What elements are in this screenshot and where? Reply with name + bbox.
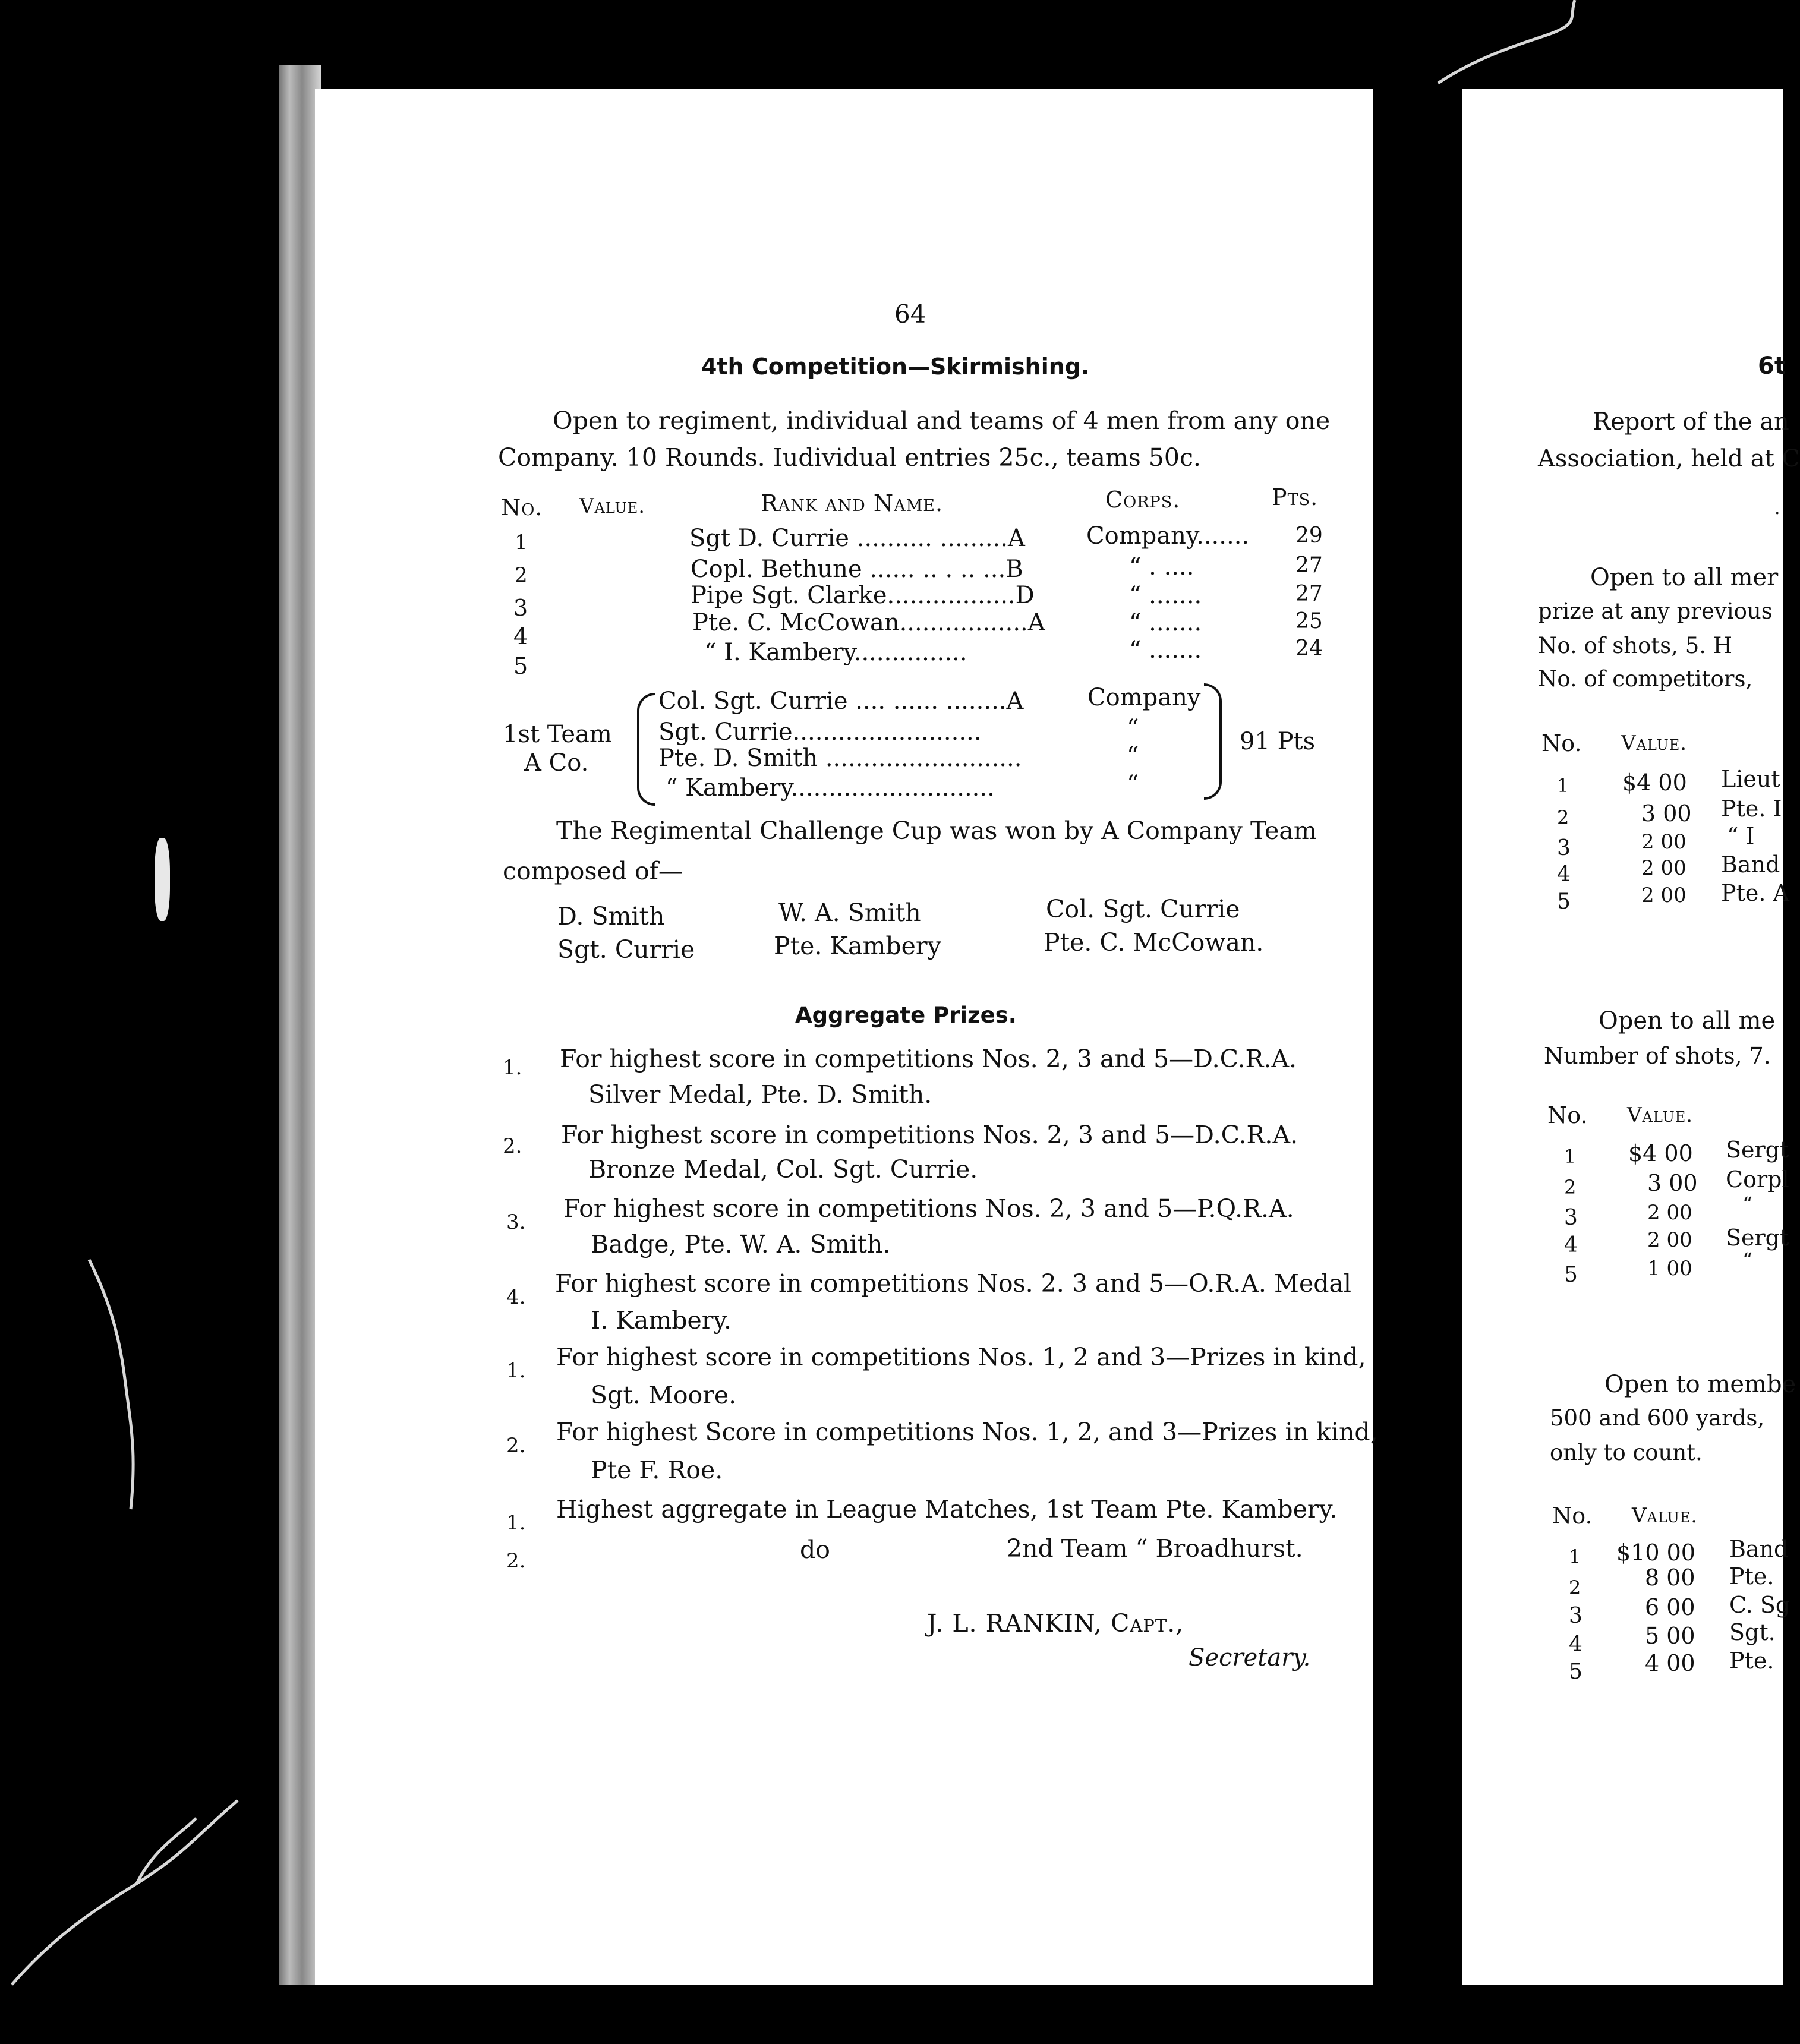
row-pts: 24	[1295, 636, 1323, 661]
intro-line-2: Company. 10 Rounds. Iudividual entries 25c., teams 50c.	[498, 443, 1201, 472]
t2-name: Sergt	[1726, 1137, 1789, 1163]
t1-value: 2 00	[1641, 830, 1686, 854]
section-1-line-3: No. of shots, 5. H	[1538, 633, 1733, 658]
prize-line: Pte F. Roe.	[591, 1456, 723, 1484]
prize-line: For highest score in competitions Nos. 2. 3 and 5—O.R.A. Medal	[555, 1269, 1352, 1298]
row-no: 5	[513, 653, 528, 679]
t2-no: 5	[1564, 1263, 1578, 1287]
prize-line: For highest score in competitions Nos. 2, 3 and 5—D.C.R.A.	[560, 1045, 1297, 1073]
t2-value: 3 00	[1647, 1170, 1698, 1196]
cup-member: Pte. C. McCowan.	[1044, 928, 1264, 957]
section-3-line-1: Open to membe	[1604, 1371, 1796, 1398]
prize-line: Sgt. Moore.	[591, 1381, 737, 1409]
row-corps: “ .......	[1129, 609, 1202, 636]
prize-line: For highest score in competitions Nos. 1, 2 and 3—Prizes in kind,	[556, 1343, 1366, 1371]
t1-no: 1	[1557, 774, 1569, 797]
prize-line: For highest score in competitions Nos. 2, 3 and 5—D.C.R.A.	[561, 1121, 1298, 1149]
section-2-line-1: Open to all me	[1599, 1007, 1776, 1034]
cup-line-2: composed of—	[503, 857, 683, 885]
t1-name: Pte. A	[1721, 880, 1789, 906]
section-1-line-4: No. of competitors,	[1538, 666, 1753, 692]
league-line: Highest aggregate in League Matches, 1st Team Pte. Kambery.	[556, 1495, 1338, 1523]
scan-artifact	[0, 1747, 250, 1996]
row-pts: 25	[1295, 609, 1323, 633]
prize-line: Bronze Medal, Col. Sgt. Currie.	[588, 1155, 978, 1184]
t3-value: 5 00	[1645, 1623, 1695, 1649]
t2-value: 1 00	[1647, 1257, 1692, 1280]
intro-line-1: Open to regiment, individual and teams of 4 men from any one	[553, 406, 1331, 435]
team-member-corps: Company	[1087, 684, 1201, 711]
row-no: 4	[513, 623, 528, 649]
prize-number: 1.	[506, 1359, 526, 1383]
prize-number: 3.	[506, 1210, 526, 1234]
prize-line: Badge, Pte. W. A. Smith.	[591, 1230, 891, 1258]
team-member-name: Col. Sgt. Currie .... ...... ........A	[658, 687, 1024, 715]
t3-name: Sgt.	[1729, 1619, 1776, 1645]
section-1-line-2: prize at any previous	[1538, 598, 1773, 624]
league-number: 2.	[506, 1549, 526, 1573]
table-1-header-no: No.	[1541, 730, 1582, 756]
right-brace	[1204, 683, 1222, 800]
row-name: Pipe Sgt. Clarke.................D	[691, 582, 1035, 609]
cup-member: W. A. Smith	[778, 898, 921, 927]
section-heading: 4th Competition—Skirmishing.	[701, 354, 1090, 380]
scan-artifact	[83, 1260, 155, 1569]
team-label: A Co.	[524, 749, 589, 777]
t3-name: Band	[1729, 1536, 1789, 1562]
header-pts: Pts.	[1272, 484, 1319, 510]
row-name: Pte. C. McCowan.................A	[692, 609, 1045, 636]
t3-name: C. Sg	[1729, 1592, 1790, 1618]
row-corps: “ .......	[1129, 636, 1202, 664]
table-1-header-value: Value.	[1621, 731, 1688, 755]
prize-line: For highest Score in competitions Nos. 1, 2, and 3—Prizes in kind,	[556, 1418, 1378, 1446]
t1-name: Band	[1721, 851, 1780, 878]
team-label: 1st Team	[503, 721, 612, 748]
t2-name: “	[1742, 1248, 1753, 1272]
row-no: 1	[515, 531, 528, 554]
header-corps: Corps.	[1105, 487, 1181, 513]
t1-name: “ I	[1727, 823, 1755, 849]
section-3-line-2: 500 and 600 yards,	[1550, 1405, 1765, 1431]
team-member-name: Pte. D. Smith ..........................	[658, 745, 1022, 772]
t3-value: 8 00	[1645, 1564, 1695, 1591]
t2-no: 4	[1564, 1233, 1578, 1257]
section-2-line-2: Number of shots, 7.	[1544, 1043, 1771, 1069]
report-line-1: Report of the an	[1593, 408, 1789, 436]
t3-value: $10 00	[1616, 1540, 1695, 1566]
signature: J. L. RANKIN, Capt.,	[927, 1609, 1184, 1638]
cup-member: Col. Sgt. Currie	[1046, 895, 1240, 923]
t3-no: 4	[1569, 1632, 1583, 1657]
t1-no: 4	[1557, 862, 1571, 887]
prize-line: Silver Medal, Pte. D. Smith.	[588, 1080, 932, 1109]
t3-no: 5	[1569, 1660, 1583, 1684]
prize-number: 1.	[503, 1056, 522, 1080]
cup-member: D. Smith	[557, 902, 665, 930]
t2-value: 2 00	[1647, 1228, 1692, 1252]
prize-line: For highest score in competitions Nos. 2, 3 and 5—P.Q.R.A.	[563, 1194, 1294, 1223]
t3-no: 1	[1569, 1545, 1581, 1568]
row-pts: 27	[1295, 553, 1323, 578]
page-number: 64	[894, 299, 926, 329]
table-2-header-value: Value.	[1627, 1103, 1694, 1127]
t2-value: 2 00	[1647, 1201, 1692, 1225]
signature-title: Secretary.	[1189, 1644, 1311, 1671]
t3-value: 6 00	[1645, 1594, 1695, 1620]
t1-value: $4 00	[1622, 769, 1687, 796]
t2-value: $4 00	[1628, 1140, 1693, 1166]
prize-number: 2.	[506, 1434, 526, 1458]
team-member-name: “ Kambery...........................	[666, 774, 995, 802]
table-3-header-no: No.	[1552, 1503, 1593, 1529]
row-name: “ I. Kambery...............	[704, 639, 967, 666]
t2-name: “	[1742, 1193, 1753, 1216]
table-2-header-no: No.	[1547, 1102, 1588, 1128]
row-corps: “ .......	[1129, 582, 1202, 609]
team-member-corps: “	[1127, 771, 1139, 798]
league-ditto: do	[800, 1535, 830, 1564]
team-points: 91 Pts	[1240, 728, 1316, 755]
team-member-corps: “	[1127, 742, 1139, 769]
t1-no: 3	[1557, 836, 1571, 860]
right-page	[1462, 89, 1783, 1985]
section-1-line-1: Open to all mer	[1590, 564, 1779, 591]
t2-name: Sergt	[1726, 1225, 1789, 1251]
left-brace	[637, 693, 655, 806]
t3-name: Pte.	[1729, 1563, 1774, 1589]
league-number: 1.	[506, 1511, 526, 1535]
t1-value: 3 00	[1641, 800, 1692, 827]
report-mark: ·	[1774, 503, 1780, 524]
league-line: 2nd Team “ Broadhurst.	[1007, 1534, 1303, 1563]
row-name: Copl. Bethune ...... .. . .. ...B	[691, 556, 1023, 583]
row-pts: 27	[1295, 582, 1323, 606]
t1-value: 2 00	[1641, 856, 1686, 880]
cup-line-1: The Regimental Challenge Cup was won by A Company Team	[556, 816, 1317, 845]
header-no: No.	[501, 494, 543, 521]
t3-name: Pte.	[1729, 1648, 1774, 1674]
cup-member: Sgt. Currie	[557, 935, 695, 964]
t2-name: Corpl	[1726, 1166, 1789, 1193]
t2-no: 2	[1564, 1176, 1577, 1198]
header-value: Value.	[579, 494, 646, 518]
team-member-name: Sgt. Currie.........................	[658, 718, 982, 746]
right-heading-fragment: 6t	[1758, 352, 1786, 380]
t1-no: 5	[1557, 889, 1571, 914]
scan-artifact	[1426, 0, 1581, 89]
t2-no: 3	[1564, 1206, 1578, 1230]
row-corps: Company.......	[1086, 522, 1250, 550]
t3-no: 3	[1569, 1604, 1583, 1628]
row-name: Sgt D. Currie .......... .........A	[689, 525, 1025, 552]
t1-no: 2	[1557, 806, 1569, 829]
section-3-line-3: only to count.	[1550, 1440, 1703, 1465]
t1-name: Pte. I	[1721, 796, 1782, 822]
aggregate-heading: Aggregate Prizes.	[795, 1002, 1017, 1028]
row-no: 2	[515, 563, 528, 587]
t1-name: Lieut	[1721, 766, 1780, 792]
t2-no: 1	[1564, 1145, 1577, 1168]
row-pts: 29	[1295, 523, 1323, 548]
report-line-2: Association, held at C	[1538, 445, 1800, 472]
table-3-header-value: Value.	[1632, 1504, 1698, 1528]
prize-line: I. Kambery.	[591, 1306, 732, 1335]
row-no: 3	[513, 595, 528, 621]
t3-value: 4 00	[1645, 1650, 1695, 1676]
book-gutter	[1373, 83, 1432, 1985]
header-rank-name: Rank and Name.	[761, 490, 944, 516]
prize-number: 2.	[503, 1134, 522, 1158]
team-member-corps: “	[1127, 715, 1139, 742]
prize-number: 4.	[506, 1285, 526, 1309]
scan-artifact	[155, 838, 170, 921]
t3-no: 2	[1569, 1576, 1581, 1599]
row-corps: “ . ....	[1129, 553, 1194, 581]
cup-member: Pte. Kambery	[774, 932, 941, 960]
t1-value: 2 00	[1641, 884, 1686, 907]
